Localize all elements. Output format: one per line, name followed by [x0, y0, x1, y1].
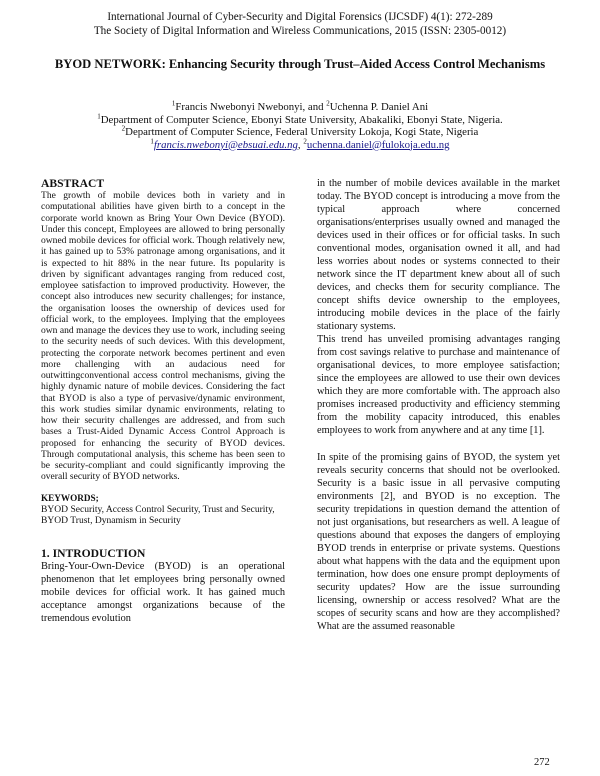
author-emails	[60, 136, 540, 152]
society-issn: The Society of Digital Information and Wireless Communications, 2015 (ISSN: 2305-0012)	[93, 25, 507, 37]
author2-sup: 2	[326, 99, 330, 108]
page-number: 272	[534, 757, 550, 768]
left-column	[41, 178, 285, 625]
abstract-heading: ABSTRACT	[41, 177, 105, 190]
aff1-text: Department of Computer Science, Ebonyi State University, Abakaliki, Ebonyi State, Nigeria.	[100, 113, 503, 126]
email2-sup: 2	[303, 136, 307, 145]
introduction-heading: 1. INTRODUCTION	[41, 546, 146, 560]
affiliation-1	[60, 111, 540, 127]
email-separator: ,	[297, 138, 304, 151]
right-column	[317, 177, 560, 633]
author-block	[60, 101, 540, 151]
body-paragraph-3: In spite of the promising gains of BYOD, the system yet reveals security concerns that should not be overlooked. Security is a basic issue in all pervasive computing environments [2], and BYOD is no exception. The security trepidations in question demand the attention of not just organisations, but researchers as well. A league of questions abound that exposes the dangers of employing BYOD trends in enterprise or private systems. Questions about what happens with the data and the equipment upon termination, how does one ensure prompt deployments of security updates? How are the issue surrounding licensing, ownership or access resolved? What are the scopes of security scans and how are they accomplished? What are the assumed reasonable	[317, 452, 560, 632]
keywords-text: BYOD Security, Access Control Security, Trust and Security, BYOD Trust, Dynamism in Security	[41, 503, 275, 526]
email-link-2[interactable]: uchenna.daniel@fulokoja.edu.ng	[306, 138, 450, 151]
author-names	[60, 101, 540, 114]
introduction-text: Bring-Your-Own-Device (BYOD) is an operational phenomenon that let employees bring personally owned mobile devices for official work. It has gained much acceptance amongst organizations because of the tremendous evolution	[41, 560, 285, 624]
body-paragraph-2: This trend has unveiled promising advantages ranging from cost savings relative to purchase and maintenance of organisational devices, to more employee satisfaction; since the employees are allowed to use their own devices which they are more comfortable with. The approach also promises increased productivity and efficiency stemming from the mobility capacity introduced, this enables employees to work from anywhere and at any time [1].	[317, 334, 560, 436]
paper-title: BYOD NETWORK: Enhancing Security through Trust–Aided Access Control Mechanisms	[54, 57, 546, 71]
affiliation-2	[60, 126, 540, 139]
keywords-heading: KEYWORDS;	[41, 492, 99, 503]
body-paragraph-1: in the number of mobile devices available in the market today. The BYOD concept is introducing a move from the typical approach where concerned organisations/enterprises usually owned and managed the devices used in their offices or for official tasks. In such conventional modes, organisation owned it all, and had less worries about nodes or systems connected to their network since the IT department knew about all of such devices, and checks them for security compliance. The concept shifts device ownership to the employees, introducing mobile devices in the place of the fairly stationary systems.	[317, 178, 560, 332]
email1-sup: 1	[150, 136, 154, 145]
author2-name: Uchenna P. Daniel Ani	[329, 101, 429, 113]
journal-citation: International Journal of Cyber-Security and Digital Forensics (IJCSDF) 4(1): 272-289	[107, 11, 493, 23]
aff1-sup: 1	[97, 111, 101, 120]
abstract-text: The growth of mobile devices both in variety and in computational abilities have given birth to a concept in the corporate world known as Bring Your Own Device (BYOD). Under this concept, Employees are allowed to bring personally owned mobile devices for official work. Though relatively new, it has gained up to 53% patronage among organisations, and it is expected to hit 88% in the near future. Its popularity is driven by significant advantages ranging from reduced cost, employee satisfaction to improved productivity. However, the concept also introduces new security challenges; for instance, the organisation looses the ownership of devices used for official work, to the employees. Implying that the employees own and manage the devices they use to work, including seeing to the security needs of such devices. With this development, protecting the corporate network becomes pertinent and even more challenging with an audacious need for outwittingconventional access control mechanisms, giving the highly dynamic nature of mobile devices. Considering the fact that BYOD is also a type of pervasive/dynamic environment, this work studies similar dynamic environments, relating to how their security challenges are addressed, and from such bases a Trust-Aided Dynamic Access Control Approach is proposed for enhancing the security of BYOD devices. Through computational analysis, this scheme has been seen to be security-compliant and could significantly improving the overall security of BYOD networks.	[41, 190, 285, 483]
aff2-text: Department of Computer Science, Federal University Lokoja, Kogi State, Nigeria	[125, 126, 479, 138]
email-link-1[interactable]: francis.nwebonyi@ebsuai.edu.ng	[153, 138, 298, 151]
aff2-sup: 2	[121, 124, 126, 133]
author1-sup: 1	[171, 99, 176, 108]
author1-name: Francis Nwebonyi Nwebonyi, and	[175, 101, 327, 113]
journal-header	[0, 10, 600, 38]
